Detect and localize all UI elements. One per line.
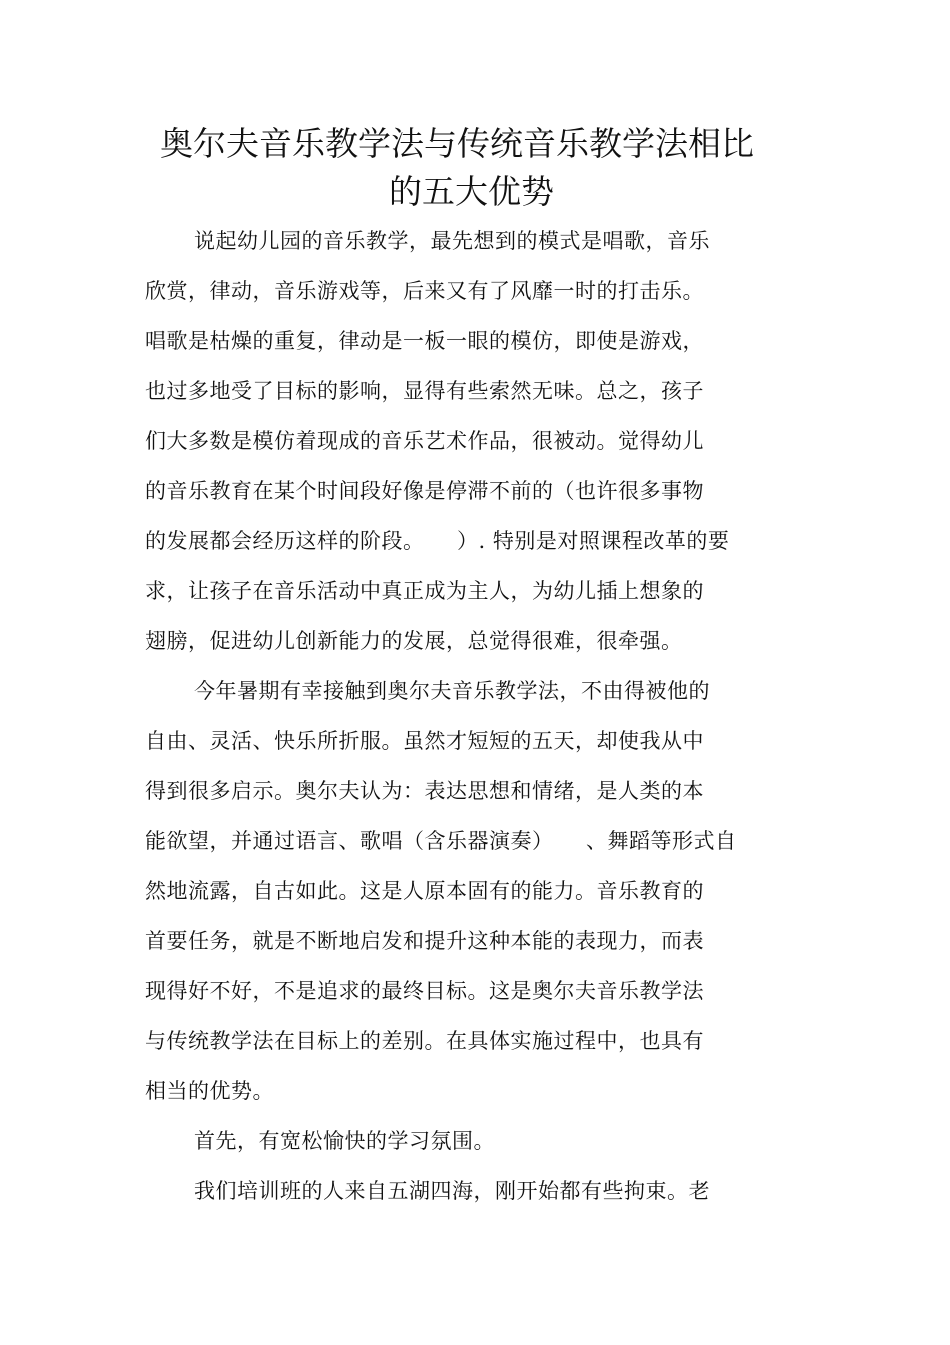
body-line: 唱歌是枯燥的重复，律动是一板一眼的模仿，即使是游戏，: [145, 329, 704, 353]
document-title-line-2: 的五大优势: [389, 172, 554, 211]
body-line: 自由、灵活、快乐所折服。虽然才短短的五天，却使我从中: [145, 729, 704, 753]
body-line: 能欲望，并通过语言、歌唱（含乐器演奏） 、舞蹈等形式自: [145, 829, 737, 853]
body-line: 得到很多启示。奥尔夫认为：表达思想和情绪，是人类的本: [145, 779, 704, 803]
body-line: 也过多地受了目标的影响，显得有些索然无味。总之，孩子: [145, 379, 704, 403]
body-line: 首要任务，就是不断地启发和提升这种本能的表现力，而表: [145, 929, 704, 953]
body-line: 现得好不好，不是追求的最终目标。这是奥尔夫音乐教学法: [145, 979, 704, 1003]
body-line: 欣赏，律动，音乐游戏等，后来又有了风靡一时的打击乐。: [145, 279, 704, 303]
body-line: 翅膀，促进幼儿创新能力的发展，总觉得很难，很牵强。: [145, 629, 683, 653]
body-line: 的音乐教育在某个时间段好像是停滞不前的（也许很多事物: [145, 479, 704, 503]
body-line: 说起幼儿园的音乐教学，最先想到的模式是唱歌，音乐: [194, 229, 710, 253]
body-line: 与传统教学法在目标上的差别。在具体实施过程中，也具有: [145, 1029, 704, 1053]
body-line: 首先，有宽松愉快的学习氛围。: [194, 1129, 495, 1153]
body-line: 求，让孩子在音乐活动中真正成为主人，为幼儿插上想象的: [145, 579, 704, 603]
body-line: 我们培训班的人来自五湖四海，刚开始都有些拘束。老: [194, 1179, 710, 1203]
document-title-line-1: 奥尔夫音乐教学法与传统音乐教学法相比: [160, 124, 754, 163]
body-line: 然地流露，自古如此。这是人原本固有的能力。音乐教育的: [145, 879, 704, 903]
body-line: 们大多数是模仿着现成的音乐艺术作品，很被动。觉得幼儿: [145, 429, 704, 453]
body-line: 相当的优势。: [145, 1079, 274, 1103]
body-line: 今年暑期有幸接触到奥尔夫音乐教学法，不由得被他的: [194, 679, 710, 703]
body-line: 的发展都会经历这样的阶段。 ）. 特别是对照课程改革的要: [145, 529, 730, 553]
